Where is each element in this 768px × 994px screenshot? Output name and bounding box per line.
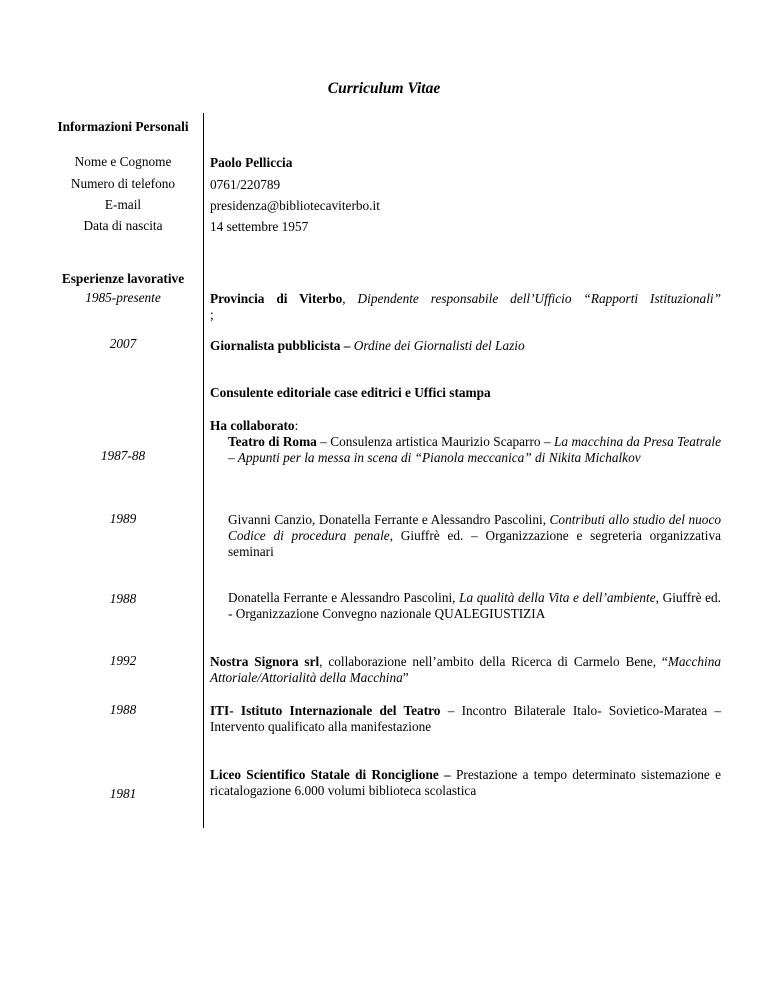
provincia-tail: ; (210, 307, 214, 322)
name-label: Nome e Cognome (74, 154, 172, 169)
year-1985: 1985-presente (85, 290, 161, 305)
experience-iti: ITI- Istituto Internazionale del Teatro – Incontro Bilaterale Italo- Sovietico-Maratea – Intervento qualificato alla manifestazione (210, 703, 721, 734)
year-1988-a: 1988 (109, 591, 137, 606)
email-label: E-mail (104, 197, 142, 212)
birth-value: 14 settembre 1957 (210, 219, 309, 234)
org-provincia: Provincia di Viterbo (210, 291, 343, 306)
consultant-heading: Consulente editoriale case editrici e Uffici stampa (210, 385, 491, 400)
collab-ferrante: Donatella Ferrante e Alessandro Pascolini, La qualità della Vita e dell’ambiente, Giuffrè ed. - Organizzazione Convegno nazionale QUALEGIUSTIZIA (228, 590, 721, 621)
birth-label: Data di nascita (83, 218, 163, 233)
collab-label: Ha collaborato: (210, 418, 299, 433)
year-1987-88: 1987-88 (100, 448, 146, 463)
column-divider (203, 113, 204, 828)
collab-teatro-roma: Teatro di Roma – Consulenza artistica Maurizio Scaparro – La macchina da Presa Teatrale – Appunti per la messa in scena di “Pianola meccanica” di Nikita Michalkov (228, 434, 721, 465)
email-value: presidenza@bibliotecaviterbo.it (210, 198, 380, 213)
experience-giornalista: Giornalista pubblicista – Ordine dei Giornalisti del Lazio (210, 338, 525, 353)
experience-provincia: Provincia di Viterbo, Dipendente responsabile dell’Ufficio “Rapporti Istituzionali” ; (210, 291, 721, 322)
year-1992: 1992 (109, 653, 137, 668)
name-value: Paolo Pelliccia (210, 155, 293, 170)
org-teatro-roma: Teatro di Roma (228, 434, 317, 449)
org-giornalista: Giornalista pubblicista (210, 338, 341, 353)
provincia-role: Dipendente responsabile dell’Ufficio “Rapporti Istituzionali” (345, 291, 721, 306)
collab-canzio: Givanni Canzio, Donatella Ferrante e Alessandro Pascolini, Contributi allo studio del nuoco Codice di procedura penale, Giuffrè ed. – Organizzazione e segreteria organizzativa seminari (228, 512, 721, 559)
year-1989: 1989 (109, 511, 137, 526)
phone-label: Numero di telefono (70, 176, 176, 191)
year-1988-b: 1988 (109, 702, 137, 717)
ordine-giornalisti: Ordine dei Giornalisti del Lazio (353, 338, 525, 353)
document-title: Curriculum Vitae (327, 80, 441, 97)
year-1981: 1981 (109, 786, 137, 801)
experience-liceo: Liceo Scientifico Statale di Ronciglione – Prestazione a tempo determinato sistemazione e ricatalogazione 6.000 volumi biblioteca scolastica (210, 767, 721, 798)
experience-nostra-signora: Nostra Signora srl, collaborazione nell’ambito della Ricerca di Carmelo Bene, “Macchina Attoriale/Attorialità della Macchina” (210, 654, 721, 685)
personal-info-heading: Informazioni Personali (57, 119, 189, 134)
year-2007: 2007 (109, 336, 137, 351)
phone-value: 0761/220789 (210, 177, 281, 192)
experience-heading: Esperienze lavorative (61, 271, 185, 286)
